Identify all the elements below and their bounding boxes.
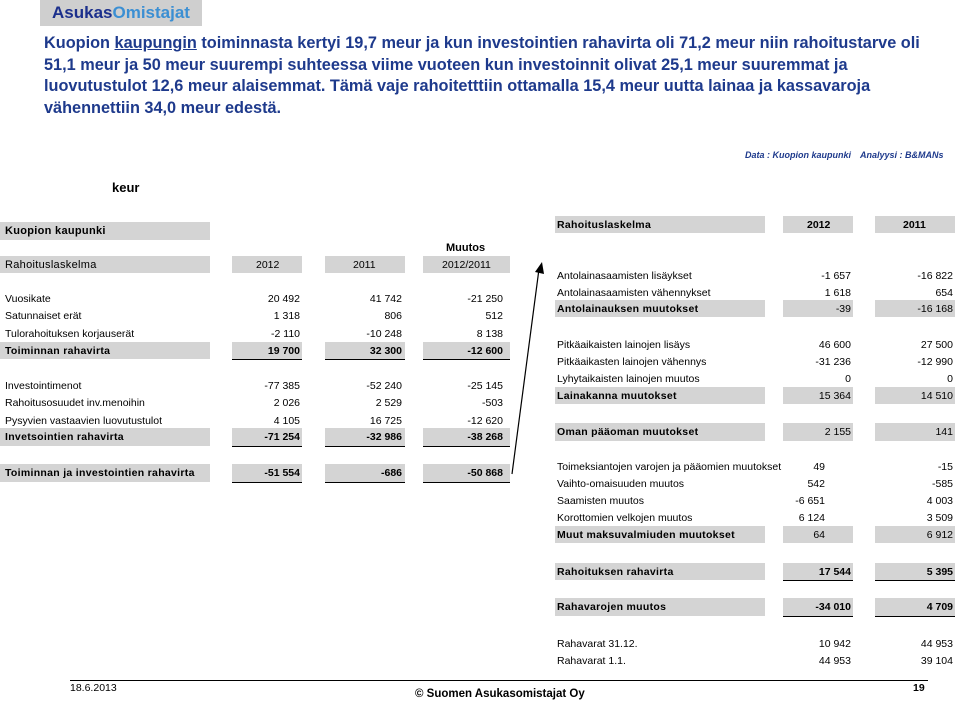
row-label: Vuosikate bbox=[5, 293, 51, 305]
col-2011-right: 2011 bbox=[903, 219, 926, 231]
total-underline bbox=[783, 616, 853, 617]
unit-label: keur bbox=[112, 180, 140, 195]
source-data: Data : Kuopion kaupunki bbox=[745, 150, 852, 160]
col-2011-left: 2011 bbox=[353, 259, 376, 271]
row-value-change: -38 268 bbox=[467, 431, 503, 443]
brand-name-part2: Omistajat bbox=[112, 3, 190, 22]
row-value-2012: 0 bbox=[845, 373, 851, 385]
total-underline bbox=[325, 359, 405, 360]
row-value-2011: 14 510 bbox=[920, 390, 953, 402]
section-title-left: Rahoituslaskelma bbox=[5, 259, 97, 271]
row-label: Pitkäaikasten lainojen vähennys bbox=[557, 356, 707, 368]
row-value-2012: 20 492 bbox=[267, 293, 300, 305]
row-value-change: -21 250 bbox=[467, 293, 503, 305]
row-value-2011: 0 bbox=[947, 373, 953, 385]
row-label-total: Antolainauksen muutokset bbox=[557, 303, 699, 315]
col-2012-right: 2012 bbox=[807, 219, 831, 231]
row-label: Pysyvien vastaavien luovutustulot bbox=[5, 415, 163, 427]
row-value-2011: 4 003 bbox=[926, 495, 953, 507]
row-label: Antolainasaamisten lisäykset bbox=[557, 270, 692, 282]
row-label: Rahoitusosuudet inv.menoihin bbox=[5, 397, 145, 409]
total-underline bbox=[325, 446, 405, 447]
row-label: Lyhytaikaisten lainojen muutos bbox=[557, 373, 700, 385]
row-label-grand-total: Toiminnan ja investointien rahavirta bbox=[5, 467, 195, 479]
row-label-total: Oman pääoman muutokset bbox=[557, 426, 699, 438]
row-value-2012: 2 026 bbox=[273, 397, 300, 409]
row-value-2012: 1 318 bbox=[273, 310, 300, 322]
row-value-2012: 542 bbox=[807, 478, 825, 490]
total-underline bbox=[875, 580, 955, 581]
row-value-2011: 3 509 bbox=[926, 512, 953, 524]
row-label-total: Toiminnan rahavirta bbox=[5, 345, 111, 357]
total-underline bbox=[783, 580, 853, 581]
row-value-2012: 2 155 bbox=[824, 426, 851, 438]
row-value-2011: -585 bbox=[931, 478, 953, 490]
row-value-2011: 32 300 bbox=[369, 345, 402, 357]
row-value-2012: -51 554 bbox=[264, 467, 300, 479]
row-value-2011: 16 725 bbox=[369, 415, 402, 427]
row-value-change: 512 bbox=[485, 310, 503, 322]
row-value-2011: 27 500 bbox=[920, 339, 953, 351]
entity-name: Kuopion kaupunki bbox=[5, 225, 106, 237]
row-value-2011: -15 bbox=[937, 461, 953, 473]
row-value-2011: -32 986 bbox=[366, 431, 402, 443]
row-value-change: -25 145 bbox=[467, 380, 503, 392]
row-value-change: -12 600 bbox=[467, 345, 503, 357]
row-value-2011: 44 953 bbox=[920, 638, 953, 650]
row-value-2011: 41 742 bbox=[369, 293, 402, 305]
total-underline bbox=[423, 359, 510, 360]
row-label: Investointimenot bbox=[5, 380, 82, 392]
headline-link[interactable]: kaupungin bbox=[114, 34, 197, 52]
headline-post: toiminnasta kertyi 19,7 meur ja kun investointien rahavirta oli 71,2 meur niin rahoitustarve oli 51,1 meur ja 50 meur suurempi suhteessa viime vuoteen kun investoinnit olivat 25,1 meur suuremmat ja luovutustulot 12,6 meur alaisemmat. Tämä vaje rahoitetttiin ottamalla 15,4 meur uutta lainaa ja kassavaroja vähennettiin 34,0 meur edestä. bbox=[44, 34, 920, 117]
row-label: Pitkäaikaisten lainojen lisäys bbox=[557, 339, 691, 351]
row-value-2012: 1 618 bbox=[824, 287, 851, 299]
row-label-total: Muut maksuvalmiuden muutokset bbox=[557, 529, 735, 541]
row-value-2011: -16 168 bbox=[917, 303, 953, 315]
row-value-2012: -31 236 bbox=[815, 356, 851, 368]
total-underline bbox=[232, 482, 302, 483]
row-value-2011: 654 bbox=[935, 287, 953, 299]
row-value-2011: -16 822 bbox=[917, 270, 953, 282]
connector-arrow-icon bbox=[508, 260, 550, 480]
row-value-2011: -12 990 bbox=[917, 356, 953, 368]
row-label: Rahavarat 1.1. bbox=[557, 655, 626, 667]
row-value-2012: 4 105 bbox=[273, 415, 300, 427]
brand-name-part1: Asukas bbox=[52, 3, 113, 22]
source-analysis: Analyysi : B&MANs bbox=[860, 150, 944, 160]
row-value-change: -50 868 bbox=[467, 467, 503, 479]
row-value-2012: 64 bbox=[813, 529, 825, 541]
footer-copyright: © Suomen Asukasomistajat Oy bbox=[415, 688, 585, 700]
row-label-total: Lainakanna muutokset bbox=[557, 390, 677, 402]
total-underline bbox=[232, 446, 302, 447]
total-underline bbox=[325, 482, 405, 483]
col-2012-left: 2012 bbox=[256, 259, 280, 271]
headline-pre: Kuopion bbox=[44, 34, 115, 52]
row-value-2012: -71 254 bbox=[264, 431, 300, 443]
row-value-2012: -2 110 bbox=[271, 328, 300, 340]
section-title-right: Rahoituslaskelma bbox=[557, 219, 652, 231]
row-label-total: Rahoituksen rahavirta bbox=[557, 566, 674, 578]
row-label: Vaihto-omaisuuden muutos bbox=[557, 478, 685, 490]
row-value-2011: 2 529 bbox=[375, 397, 402, 409]
total-underline bbox=[423, 446, 510, 447]
row-value-2011: 4 709 bbox=[926, 601, 953, 613]
row-label: Satunnaiset erät bbox=[5, 310, 82, 322]
col-change-period: 2012/2011 bbox=[442, 259, 491, 271]
row-value-2011: 5 395 bbox=[926, 566, 953, 578]
row-value-2012: 6 124 bbox=[798, 512, 825, 524]
row-value-2012: 15 364 bbox=[818, 390, 851, 402]
row-value-2012: -6 651 bbox=[795, 495, 825, 507]
row-value-2011: 39 104 bbox=[920, 655, 953, 667]
footer-divider bbox=[70, 680, 928, 681]
headline-paragraph bbox=[44, 33, 944, 119]
row-value-2011: -686 bbox=[380, 467, 402, 479]
row-value-change: -503 bbox=[481, 397, 503, 409]
row-value-change: -12 620 bbox=[467, 415, 503, 427]
row-value-2012: 44 953 bbox=[818, 655, 851, 667]
row-value-2012: -1 657 bbox=[821, 270, 851, 282]
page-number: 19 bbox=[913, 682, 925, 694]
row-value-2012: -39 bbox=[835, 303, 851, 315]
total-underline bbox=[875, 616, 955, 617]
row-label: Rahavarat 31.12. bbox=[557, 638, 638, 650]
row-value-2011: 806 bbox=[384, 310, 402, 322]
row-label: Antolainasaamisten vähennykset bbox=[557, 287, 711, 299]
row-value-2012: 10 942 bbox=[818, 638, 851, 650]
row-value-change: 8 138 bbox=[476, 328, 503, 340]
row-value-2012: 46 600 bbox=[818, 339, 851, 351]
col-change-label: Muutos bbox=[446, 242, 486, 254]
row-value-2011: 6 912 bbox=[926, 529, 953, 541]
brand-logo bbox=[40, 0, 202, 26]
row-value-2012: 17 544 bbox=[818, 566, 851, 578]
row-value-2012: 19 700 bbox=[267, 345, 300, 357]
row-label: Korottomien velkojen muutos bbox=[557, 512, 693, 524]
row-label-total: Invetsointien rahavirta bbox=[5, 431, 124, 443]
row-label-total: Rahavarojen muutos bbox=[557, 601, 667, 613]
row-label: Toimeksiantojen varojen ja pääomien muutokset bbox=[557, 461, 782, 473]
row-value-2012: -34 010 bbox=[815, 601, 851, 613]
row-value-2011: 141 bbox=[935, 426, 953, 438]
row-value-2011: -52 240 bbox=[366, 380, 402, 392]
row-value-2012: -77 385 bbox=[264, 380, 300, 392]
row-value-2012: 49 bbox=[813, 461, 825, 473]
total-underline bbox=[232, 359, 302, 360]
total-underline bbox=[423, 482, 510, 483]
footer-date: 18.6.2013 bbox=[70, 682, 117, 694]
row-label: Saamisten muutos bbox=[557, 495, 644, 507]
row-value-2011: -10 248 bbox=[366, 328, 402, 340]
row-label: Tulorahoituksen korjauserät bbox=[5, 328, 135, 340]
